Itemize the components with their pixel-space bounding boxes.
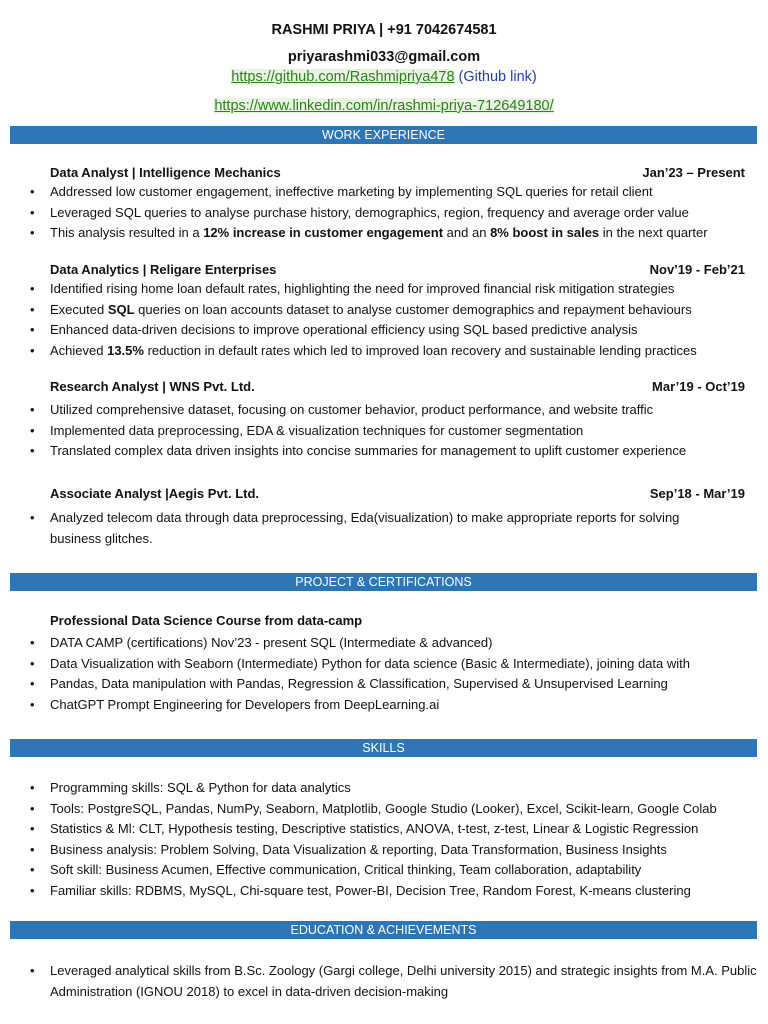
job-title: Associate Analyst |Aegis Pvt. Ltd. [50,486,260,501]
list-item: • Leveraged SQL queries to analyse purchase history, demographics, region, frequency and average order value [28,203,758,224]
job-bullets [28,507,728,549]
list-item: • Addressed low customer engagement, ineffective marketing by implementing SQL queries for retail client [28,182,758,203]
section-header-projects: PROJECT & CERTIFICATIONS [10,573,757,591]
list-item: • Enhanced data-driven decisions to improve operational efficiency using SQL based predictive analysis [28,320,758,341]
candidate-name-phone: RASHMI PRIYA | +91 7042674581 [271,22,497,38]
course-title: Professional Data Science Course from data-camp [50,613,363,628]
project-bullets [28,633,758,715]
job-bullets [28,182,758,244]
section-header-education: EDUCATION & ACHIEVEMENTS [10,921,757,939]
section-header-skills: SKILLS [10,739,757,757]
job-heading [50,486,745,501]
list-item: • Programming skills: SQL & Python for data analytics [28,778,758,799]
linkedin-line [0,98,768,114]
email-address[interactable]: priyarashmi033@gmail.com [287,49,481,65]
list-item: • Analyzed telecom data through data preprocessing, Eda(visualization) to make appropriate reports for solving business glitches. [28,507,728,549]
job-heading [50,379,745,394]
job-dates: Jan’23 – Present [642,165,745,180]
job-bullets [28,279,758,361]
list-item: • Pandas, Data manipulation with Pandas, Regression & Classification, Supervised & Unsupervised Learning [28,674,758,695]
list-item: • Achieved 13.5% reduction in default rates which led to improved loan recovery and sustainable lending practices [28,341,758,362]
list-item: • Translated complex data driven insights into concise summaries for management to uplift customer experience [28,441,758,462]
job-bullets [28,400,758,462]
list-item: • Familiar skills: RDBMS, MySQL, Chi-square test, Power-BI, Decision Tree, Random Forest, K-means clustering [28,881,758,902]
job-heading [50,165,745,180]
github-link-note: (Github link) [454,69,537,85]
list-item: • DATA CAMP (certifications) Nov’23 - present SQL (Intermediate & advanced) [28,633,758,654]
list-item: • Executed SQL queries on loan accounts dataset to analyse customer demographics and repayment behaviours [28,300,758,321]
list-item: • Implemented data preprocessing, EDA & visualization techniques for customer segmentation [28,421,758,442]
list-item: • Leveraged analytical skills from B.Sc. Zoology (Gargi college, Delhi university 2015) and strategic insights from M.A. Public Administration (IGNOU 2018) to excel in data-driven decision-making [28,960,758,1002]
list-item: • This analysis resulted in a 12% increase in customer engagement and an 8% boost in sales in the next quarter [28,223,758,244]
job-title: Data Analyst | Intelligence Mechanics [50,165,281,180]
job-dates: Nov’19 - Feb’21 [649,262,745,277]
github-link[interactable]: https://github.com/Rashmipriya478 [231,69,455,85]
linkedin-link[interactable]: https://www.linkedin.com/in/rashmi-priya-712649180/ [214,98,554,114]
list-item: • ChatGPT Prompt Engineering for Developers from DeepLearning.ai [28,695,758,716]
list-item: • Data Visualization with Seaborn (Intermediate) Python for data science (Basic & Intermediate), joining data with [28,654,758,675]
list-item: • Business analysis: Problem Solving, Data Visualization & reporting, Data Transformation, Business Insights [28,840,758,861]
list-item: • Statistics & Ml: CLT, Hypothesis testing, Descriptive statistics, ANOVA, t-test, z-test, Linear & Logistic Regression [28,819,758,840]
job-dates: Mar’19 - Oct’19 [652,379,745,394]
job-title: Data Analytics | Religare Enterprises [50,262,277,277]
list-item: • Tools: PostgreSQL, Pandas, NumPy, Seaborn, Matplotlib, Google Studio (Looker), Excel, Scikit-learn, Google Colab [28,799,758,820]
list-item: • Soft skill: Business Acumen, Effective communication, Critical thinking, Team collaboration, adaptability [28,860,758,881]
list-item: • Utilized comprehensive dataset, focusing on customer behavior, product performance, and website traffic [28,400,758,421]
job-heading [50,262,745,277]
skills-bullets [28,778,758,901]
section-header-work-experience: WORK EXPERIENCE [10,126,757,144]
education-bullets [28,960,758,1002]
github-line [0,69,768,85]
job-title: Research Analyst | WNS Pvt. Ltd. [50,379,255,394]
job-dates: Sep’18 - Mar’19 [649,486,745,501]
course-heading [50,613,745,628]
list-item: • Identified rising home loan default rates, highlighting the need for improved financial risk mitigation strategies [28,279,758,300]
